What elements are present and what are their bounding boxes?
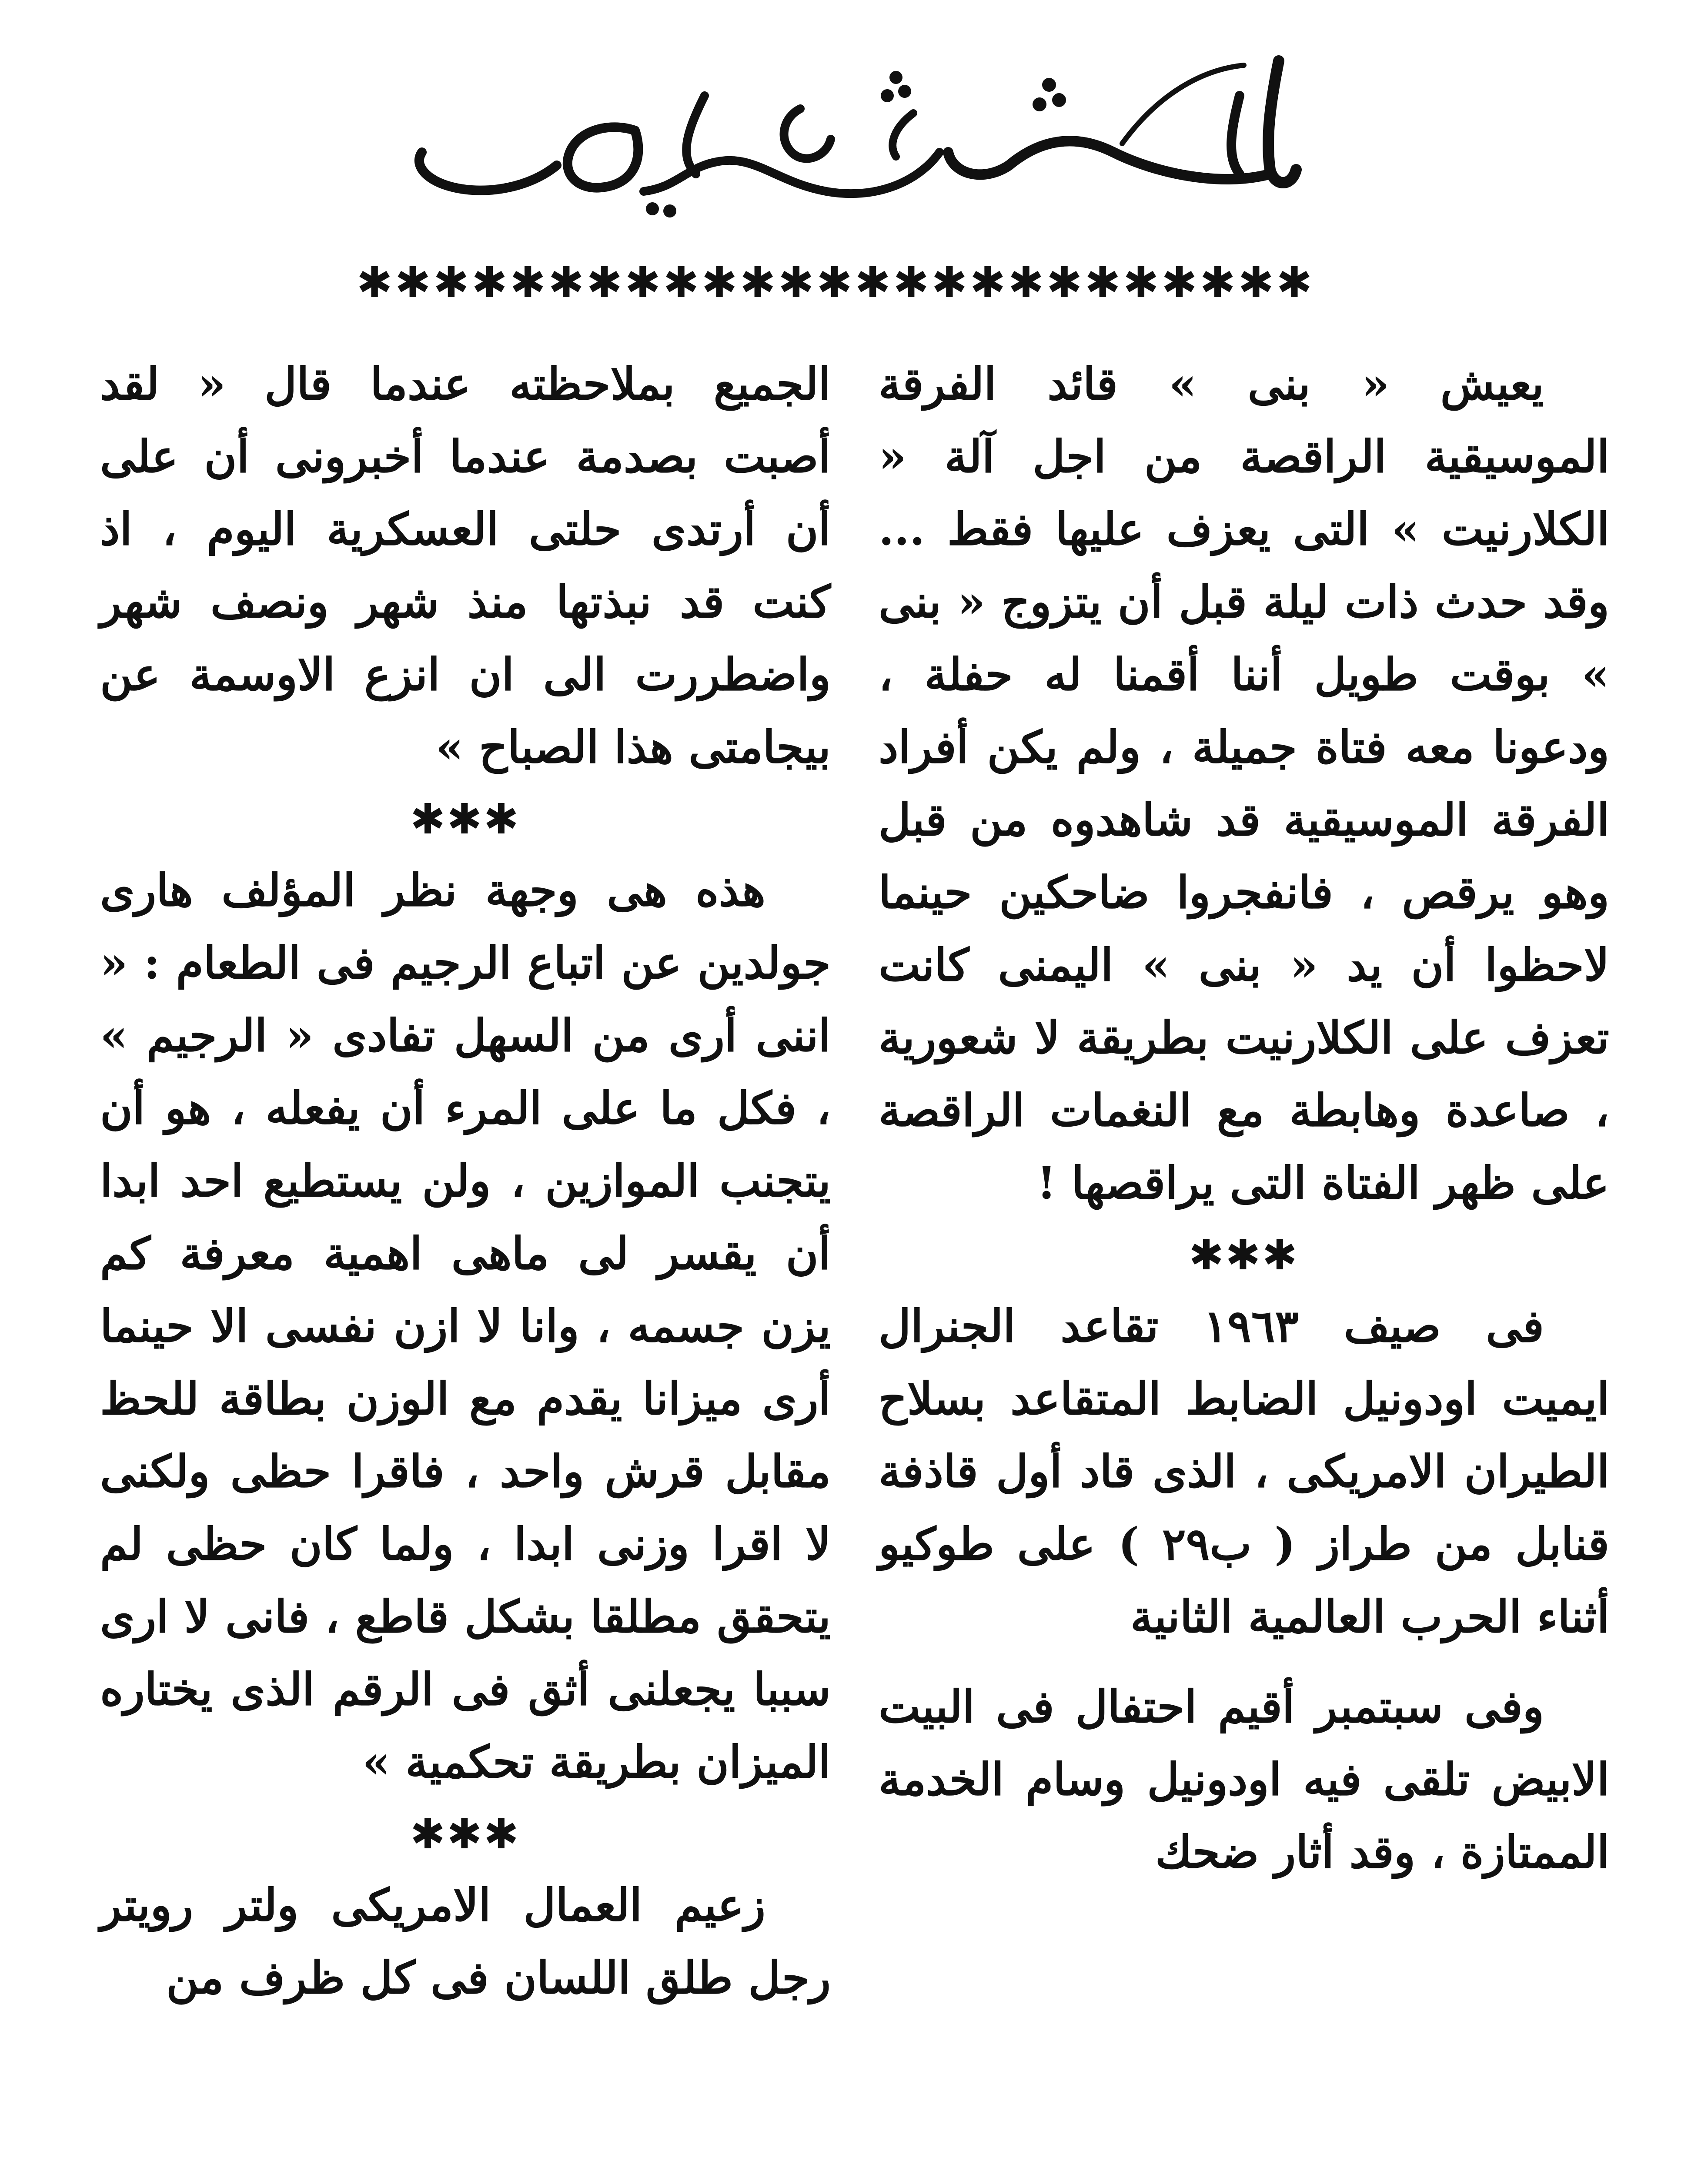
calligraphic-title [374,44,1374,226]
paragraph: وفى سبتمبر أقيم احتفال فى البيت الابيض تلقى فيه اودونيل وسام الخدمة الممتازة ، وقد أثار ضحك [879,1681,1609,1878]
paragraph: زعيم العمال الامريكى ولتر رويتر رجل طلق اللسان فى كل ظرف من [100,1879,831,2004]
article-column-right [879,348,1609,1889]
article-column-left [100,348,831,2014]
star-separator: ✱✱✱ [410,1810,521,1858]
star-divider-rule: ✱✱✱✱✱✱✱✱✱✱✱✱✱✱✱✱✱✱✱✱✱✱✱✱✱ [357,258,1315,308]
star-separator: ✱✱✱ [410,795,521,843]
star-separator: ✱✱✱ [1189,1231,1299,1279]
paragraph: فى صيف ١٩٦٣ تقاعد الجنرال ايميت اودونيل الضابط المتقاعد بسلاح الطيران الامريكى ، الذى قاد أول قاذفة قنابل من طراز ( ب٢٩ ) على طوكيو أثناء الحرب العالمية الثانية [879,1300,1609,1643]
paragraph: هذه هى وجهة نظر المؤلف هارى جولدين عن اتباع الرجيم فى الطعام : « اننى أرى من السهل تفادى « الرجيم » ، فكل ما على المرء أن يفعله ، هو أن يتجنب الموازين ، ولن يستطيع احد ابدا أن يقسر لى ماهى اهمية معرفة كم يزن جسمه ، وانا لا ازن نفسى الا حينما أرى ميزانا يقدم مع الوزن بطاقة للحظ مقابل قرش واحد ، فاقرا حظى ولكنى لا اقرا وزنى ابدا ، ولما كان حظى لم يتحقق مطلقا بشكل قاطع ، فانى لا ارى سببا يجعلنى أثق فى الرقم الذى يختاره الميزان بطريقة تحكمية » [100,864,831,1788]
paragraph: يعيش « بنى » قائد الفرقة الموسيقية الراقصة من اجل آلة « الكلارنيت » التى يعزف عليها فقط ... وقد حدث ذات ليلة قبل أن يتزوج « بنى » بوقت طويل أننا أقمنا له حفلة ، ودعونا معه فتاة جميلة ، ولم يكن أفراد الفرقة الموسيقية قد شاهدوه من قبل وهو يرقص ، فانفجروا ضاحكين حينما لاحظوا أن يد « بنى » اليمنى كانت تعزف على الكلارنيت بطريقة لا شعورية ، صاعدة وهابطة مع النغمات الراقصة على ظهر الفتاة التى يراقصها ! [879,358,1609,1209]
paragraph: الجميع بملاحظته عندما قال « لقد أصبت بصدمة عندما أخبرونى أن على أن أرتدى حلتى العسكرية اليوم ، اذ كنت قد نبذتها منذ شهر ونصف شهر واضطررت الى ان انزع الاوسمة عن بيجامتى هذا الصباح » [100,358,831,773]
